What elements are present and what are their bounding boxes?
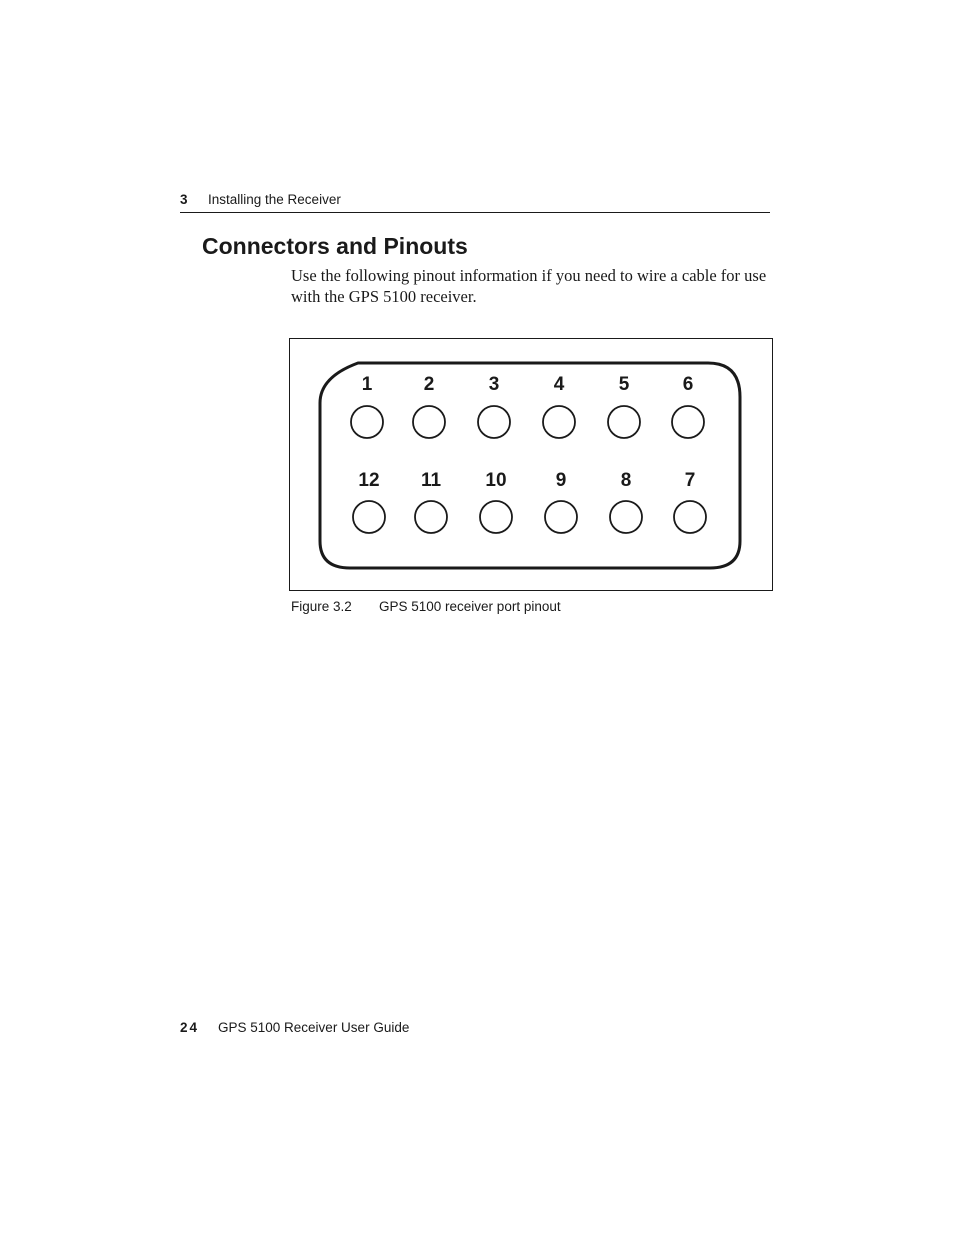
pin-number-8: 8	[620, 470, 632, 491]
pin-10-socket	[480, 501, 512, 533]
figure-caption-text: GPS 5100 receiver port pinout	[379, 599, 561, 614]
pin-3-socket	[478, 406, 510, 438]
pin-number-9: 9	[555, 470, 567, 491]
chapter-number: 3	[180, 192, 188, 207]
pin-number-3: 3	[488, 374, 500, 395]
pin-7-socket	[674, 501, 706, 533]
pin-6-socket	[672, 406, 704, 438]
pin-12-socket	[353, 501, 385, 533]
guide-title: GPS 5100 Receiver User Guide	[218, 1020, 410, 1035]
pin-11-socket	[415, 501, 447, 533]
pin-5-socket	[608, 406, 640, 438]
connector-outline	[320, 363, 740, 568]
pin-number-5: 5	[618, 374, 630, 395]
pin-number-2: 2	[423, 374, 435, 395]
pin-number-1: 1	[361, 374, 373, 395]
chapter-title: Installing the Receiver	[208, 192, 341, 207]
figure-caption-label: Figure 3.2	[291, 599, 352, 614]
pin-number-4: 4	[553, 374, 565, 395]
pin-1-socket	[351, 406, 383, 438]
pin-2-socket	[413, 406, 445, 438]
figure-frame	[289, 338, 773, 591]
pin-number-12: 12	[358, 470, 380, 491]
page-number: 24	[180, 1020, 200, 1035]
running-header	[180, 192, 770, 213]
pin-number-7: 7	[684, 470, 696, 491]
pin-number-6: 6	[682, 374, 694, 395]
section-title: Connectors and Pinouts	[202, 233, 468, 259]
section-body-text: Use the following pinout information if you need to wire a cable for use with the GPS 5100 receiver.	[291, 266, 767, 306]
pin-4-socket	[543, 406, 575, 438]
pin-number-11: 11	[420, 470, 442, 491]
pin-9-socket	[545, 501, 577, 533]
pin-8-socket	[610, 501, 642, 533]
connector-pinout-diagram	[290, 339, 772, 590]
pin-number-10: 10	[485, 470, 507, 491]
